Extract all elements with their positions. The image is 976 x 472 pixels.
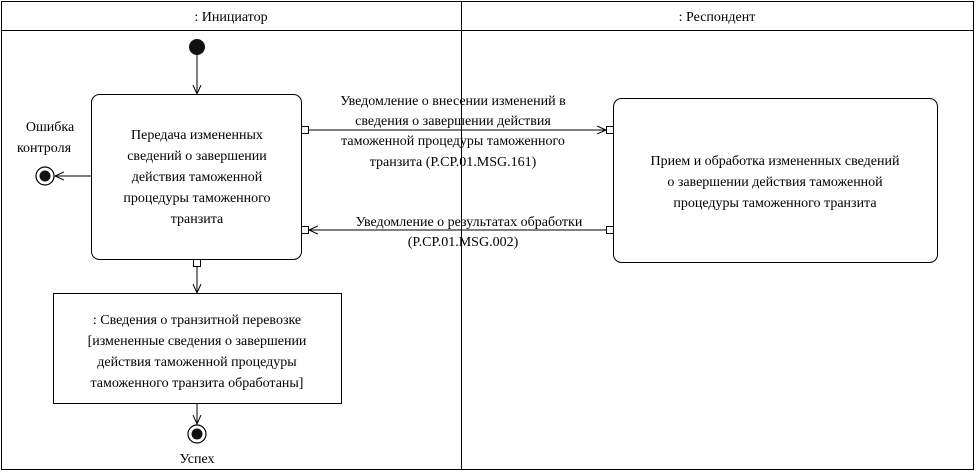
action-transfer-line: Передача измененных <box>131 128 263 143</box>
object-node-line: действия таможенной процедуры <box>97 355 297 370</box>
action-transfer-line: действия таможенной <box>131 170 263 185</box>
final-node-error-label: контроля <box>16 141 72 156</box>
flow-label-line: Уведомление о результатах обработки <box>355 215 583 230</box>
flow-label-line: (P.CP.01.MSG.002) <box>407 235 519 250</box>
initial-node <box>189 39 205 55</box>
action-process-line: о завершении действия таможенной <box>667 175 883 190</box>
output-pin <box>607 227 614 234</box>
action-transfer-line: процедуры таможенного <box>123 191 271 206</box>
final-node-success-label: Успех <box>179 452 215 467</box>
object-node-line: [измененные сведения о завершении <box>87 334 307 349</box>
action-process-line: процедуры таможенного транзита <box>673 196 877 211</box>
swimlane-respondent-title: : Респондент <box>678 10 756 25</box>
input-pin <box>302 227 309 234</box>
output-pin <box>302 127 309 134</box>
final-node-error-core <box>40 171 51 182</box>
action-process-label <box>651 154 900 211</box>
object-node-line: : Сведения о транзитной перевозке <box>92 313 302 328</box>
flow-label-line: сведения о завершении действия <box>355 114 551 129</box>
object-node-line: таможенного транзита обработаны] <box>90 376 304 391</box>
action-transfer-line: транзита <box>170 212 224 227</box>
output-pin <box>194 260 201 267</box>
action-transfer-line: сведений о завершении <box>127 149 267 164</box>
flow-label-line: Уведомление о внесении изменений в <box>340 94 566 109</box>
flow-label-line: таможенной процедуры таможенного <box>341 134 565 149</box>
flow-label-line: транзита (P.CP.01.MSG.161) <box>369 155 537 170</box>
swimlane-initiator-title: : Инициатор <box>194 10 268 25</box>
action-process-line: Прием и обработка измененных сведений <box>650 154 900 169</box>
input-pin <box>607 127 614 134</box>
final-node-error-label: Ошибка <box>25 120 75 135</box>
final-node-success-core <box>192 429 203 440</box>
